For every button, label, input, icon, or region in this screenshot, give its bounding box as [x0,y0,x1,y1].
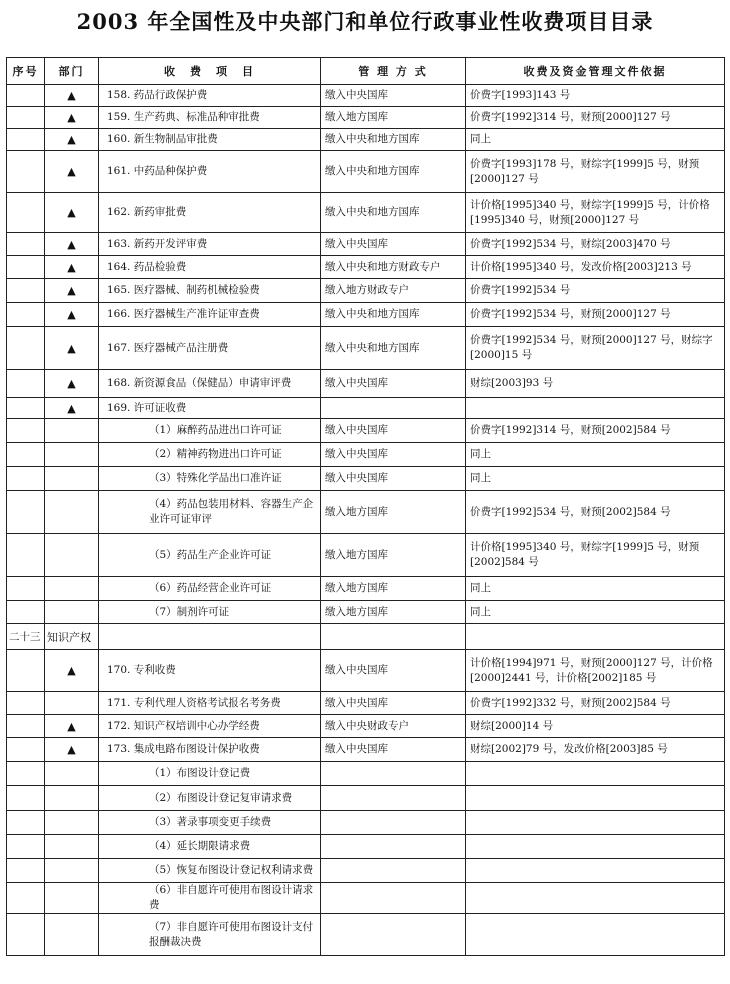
table-row [7,398,725,419]
row-basis [466,624,725,650]
row-dept [45,692,99,715]
row-seq [7,279,45,303]
table-body [7,85,725,956]
header-management: 管 理 方 式 [321,58,466,85]
row-dept [45,467,99,491]
row-seq [7,491,45,534]
row-basis: 价费字[1992]332 号，财预[2002]584 号 [466,692,725,715]
row-basis: 价费字[1992]534 号，财预[2002]584 号 [466,491,725,534]
row-dept: ▲ [45,279,99,303]
row-management: 缴入地方国库 [321,491,466,534]
table-row [7,811,725,835]
row-fee-item: 162. 新药审批费 [99,193,321,233]
row-seq [7,129,45,151]
table-row [7,786,725,811]
row-fee-item: （6）非自愿许可使用布图设计请求费 [99,883,321,914]
table-row [7,467,725,491]
row-basis: 财综[2002]79 号，发改价格[2003]85 号 [466,738,725,762]
row-seq [7,193,45,233]
row-basis: 同上 [466,443,725,467]
row-management [321,762,466,786]
row-fee-item: 168. 新资源食品（保健品）申请审评费 [99,370,321,398]
table-row [7,279,725,303]
row-basis [466,835,725,859]
row-fee-item: 170. 专利收费 [99,650,321,692]
row-management: 缴入地方国库 [321,107,466,129]
row-management: 缴入地方国库 [321,534,466,577]
table-row [7,151,725,193]
row-dept [45,762,99,786]
row-dept: ▲ [45,327,99,370]
row-management: 缴入中央和地方国库 [321,303,466,327]
header-basis: 收费及资金管理文件依据 [466,58,725,85]
page-title: 2003 年全国性及中央部门和单位行政事业性收费项目目录 [76,9,654,34]
row-management: 缴入中央国库 [321,370,466,398]
row-fee-item: （2）布图设计登记复审请求费 [99,786,321,811]
row-seq [7,151,45,193]
row-basis [466,398,725,419]
row-dept [45,419,99,443]
row-seq [7,233,45,256]
row-seq [7,534,45,577]
row-basis: 计价格[1995]340 号，财综字[1999]5 号，财预[2002]584 号 [466,534,725,577]
row-dept [45,601,99,624]
row-seq [7,467,45,491]
row-fee-item: 169. 许可证收费 [99,398,321,419]
row-management [321,811,466,835]
row-management [321,859,466,883]
row-seq [7,738,45,762]
header-seq: 序号 [7,58,45,85]
row-basis: 价费字[1992]534 号，财预[2000]127 号，财综字[2000]15 号 [466,327,725,370]
row-dept: ▲ [45,303,99,327]
row-basis: 计价格[1995]340 号，财综字[1999]5 号，计价格[1995]340 号，财预[2000]127 号 [466,193,725,233]
row-fee-item: （4）药品包装用材料、容器生产企业许可证审评 [99,491,321,534]
row-management: 缴入中央国库 [321,738,466,762]
row-fee-item: 159. 生产药典、标准品种审批费 [99,107,321,129]
table-row [7,624,725,650]
row-fee-item: （2）精神药物进出口许可证 [99,443,321,467]
row-seq [7,85,45,107]
row-basis: 同上 [466,467,725,491]
header-item: 收 费 项 目 [99,58,321,85]
table-header-row [7,58,725,85]
row-basis: 价费字[1992]534 号，财综[2003]470 号 [466,233,725,256]
fee-catalog-table [6,57,725,956]
table-row [7,914,725,956]
row-management: 缴入中央和地方国库 [321,151,466,193]
row-fee-item: （4）延长期限请求费 [99,835,321,859]
row-basis: 价费字[1993]178 号，财综字[1999]5 号，财预[2000]127 号 [466,151,725,193]
table-row [7,443,725,467]
row-management: 缴入中央国库 [321,467,466,491]
row-basis [466,786,725,811]
row-seq [7,762,45,786]
row-basis: 价费字[1992]314 号，财预[2000]127 号 [466,107,725,129]
row-basis: 计价格[1994]971 号，财预[2000]127 号，计价格[2000]2441 号，计价格[2002]185 号 [466,650,725,692]
row-basis [466,883,725,914]
table-row [7,256,725,279]
row-dept [45,443,99,467]
row-fee-item: 164. 药品检验费 [99,256,321,279]
row-fee-item: （7）非自愿许可使用布图设计支付报酬裁决费 [99,914,321,956]
row-dept: ▲ [45,256,99,279]
row-management: 缴入地方国库 [321,601,466,624]
row-dept: ▲ [45,151,99,193]
row-management: 缴入中央和地方国库 [321,193,466,233]
row-fee-item: （5）恢复布图设计登记权利请求费 [99,859,321,883]
row-fee-item: 160. 新生物制品审批费 [99,129,321,151]
row-dept [45,811,99,835]
row-fee-item: （1）麻醉药品进出口许可证 [99,419,321,443]
row-dept: ▲ [45,715,99,738]
row-seq [7,715,45,738]
row-seq: 二十三 [7,624,45,650]
row-seq [7,327,45,370]
row-basis: 同上 [466,129,725,151]
row-seq [7,835,45,859]
row-management [321,835,466,859]
table-row [7,85,725,107]
row-dept: ▲ [45,738,99,762]
row-dept [45,859,99,883]
row-dept [45,534,99,577]
row-seq [7,256,45,279]
row-basis: 同上 [466,601,725,624]
row-fee-item: 158. 药品行政保护费 [99,85,321,107]
row-fee-item: 167. 医疗器械产品注册费 [99,327,321,370]
row-fee-item: 171. 专利代理人资格考试报名考务费 [99,692,321,715]
row-dept: ▲ [45,107,99,129]
row-dept [45,491,99,534]
row-management: 缴入中央国库 [321,443,466,467]
row-seq [7,692,45,715]
table-row [7,883,725,914]
row-management: 缴入中央财政专户 [321,715,466,738]
row-fee-item: 165. 医疗器械、制药机械检验费 [99,279,321,303]
row-dept [45,914,99,956]
table-row [7,129,725,151]
row-basis: 计价格[1995]340 号，发改价格[2003]213 号 [466,256,725,279]
row-management: 缴入地方财政专户 [321,279,466,303]
row-dept: 知识产权 [45,624,99,650]
row-dept [45,786,99,811]
row-management: 缴入中央国库 [321,233,466,256]
row-management [321,786,466,811]
table-row [7,835,725,859]
row-seq [7,370,45,398]
row-basis [466,914,725,956]
row-management: 缴入中央国库 [321,85,466,107]
table-row [7,370,725,398]
row-basis: 价费字[1992]534 号 [466,279,725,303]
table-row [7,577,725,601]
row-basis: 财综[2000]14 号 [466,715,725,738]
table-row [7,650,725,692]
table-row [7,601,725,624]
row-seq [7,859,45,883]
row-fee-item: 163. 新药开发评审费 [99,233,321,256]
row-seq [7,419,45,443]
row-basis: 财综[2003]93 号 [466,370,725,398]
row-fee-item [99,624,321,650]
table-row [7,193,725,233]
row-fee-item: 161. 中药品种保护费 [99,151,321,193]
header-dept: 部门 [45,58,99,85]
table-row [7,692,725,715]
table-row [7,738,725,762]
row-fee-item: 172. 知识产权培训中心办学经费 [99,715,321,738]
table-row [7,303,725,327]
row-management [321,624,466,650]
row-fee-item: （5）药品生产企业许可证 [99,534,321,577]
row-seq [7,786,45,811]
row-seq [7,577,45,601]
table-row [7,107,725,129]
row-dept: ▲ [45,193,99,233]
row-seq [7,914,45,956]
row-dept: ▲ [45,398,99,419]
row-fee-item: （7）制剂许可证 [99,601,321,624]
row-management: 缴入中央和地方国库 [321,129,466,151]
row-fee-item: （3）著录事项变更手续费 [99,811,321,835]
table-row [7,491,725,534]
row-basis: 价费字[1992]314 号，财预[2002]584 号 [466,419,725,443]
row-seq [7,601,45,624]
row-management: 缴入中央国库 [321,419,466,443]
row-dept [45,577,99,601]
row-basis [466,762,725,786]
table-row [7,859,725,883]
row-management: 缴入中央和地方财政专户 [321,256,466,279]
table-row [7,534,725,577]
row-fee-item: 173. 集成电路布图设计保护收费 [99,738,321,762]
row-management [321,914,466,956]
row-seq [7,303,45,327]
table-row [7,327,725,370]
row-seq [7,811,45,835]
table-row [7,762,725,786]
row-seq [7,650,45,692]
row-fee-item: （6）药品经营企业许可证 [99,577,321,601]
row-management: 缴入中央和地方国库 [321,327,466,370]
row-basis [466,811,725,835]
row-seq [7,107,45,129]
row-dept: ▲ [45,233,99,256]
table-row [7,233,725,256]
row-basis: 同上 [466,577,725,601]
row-management: 缴入中央国库 [321,650,466,692]
table-row [7,419,725,443]
row-seq [7,398,45,419]
row-basis: 价费字[1992]534 号，财预[2000]127 号 [466,303,725,327]
row-dept [45,835,99,859]
row-fee-item: 166. 医疗器械生产准许证审查费 [99,303,321,327]
row-fee-item: （1）布图设计登记费 [99,762,321,786]
row-dept: ▲ [45,129,99,151]
row-seq [7,443,45,467]
row-management [321,883,466,914]
row-dept [45,883,99,914]
row-dept: ▲ [45,370,99,398]
row-seq [7,883,45,914]
row-management: 缴入地方国库 [321,577,466,601]
row-management [321,398,466,419]
row-management: 缴入中央国库 [321,692,466,715]
row-fee-item: （3）特殊化学品出口准许证 [99,467,321,491]
row-dept: ▲ [45,85,99,107]
table-row [7,715,725,738]
row-basis [466,859,725,883]
row-basis: 价费字[1993]143 号 [466,85,725,107]
row-dept: ▲ [45,650,99,692]
